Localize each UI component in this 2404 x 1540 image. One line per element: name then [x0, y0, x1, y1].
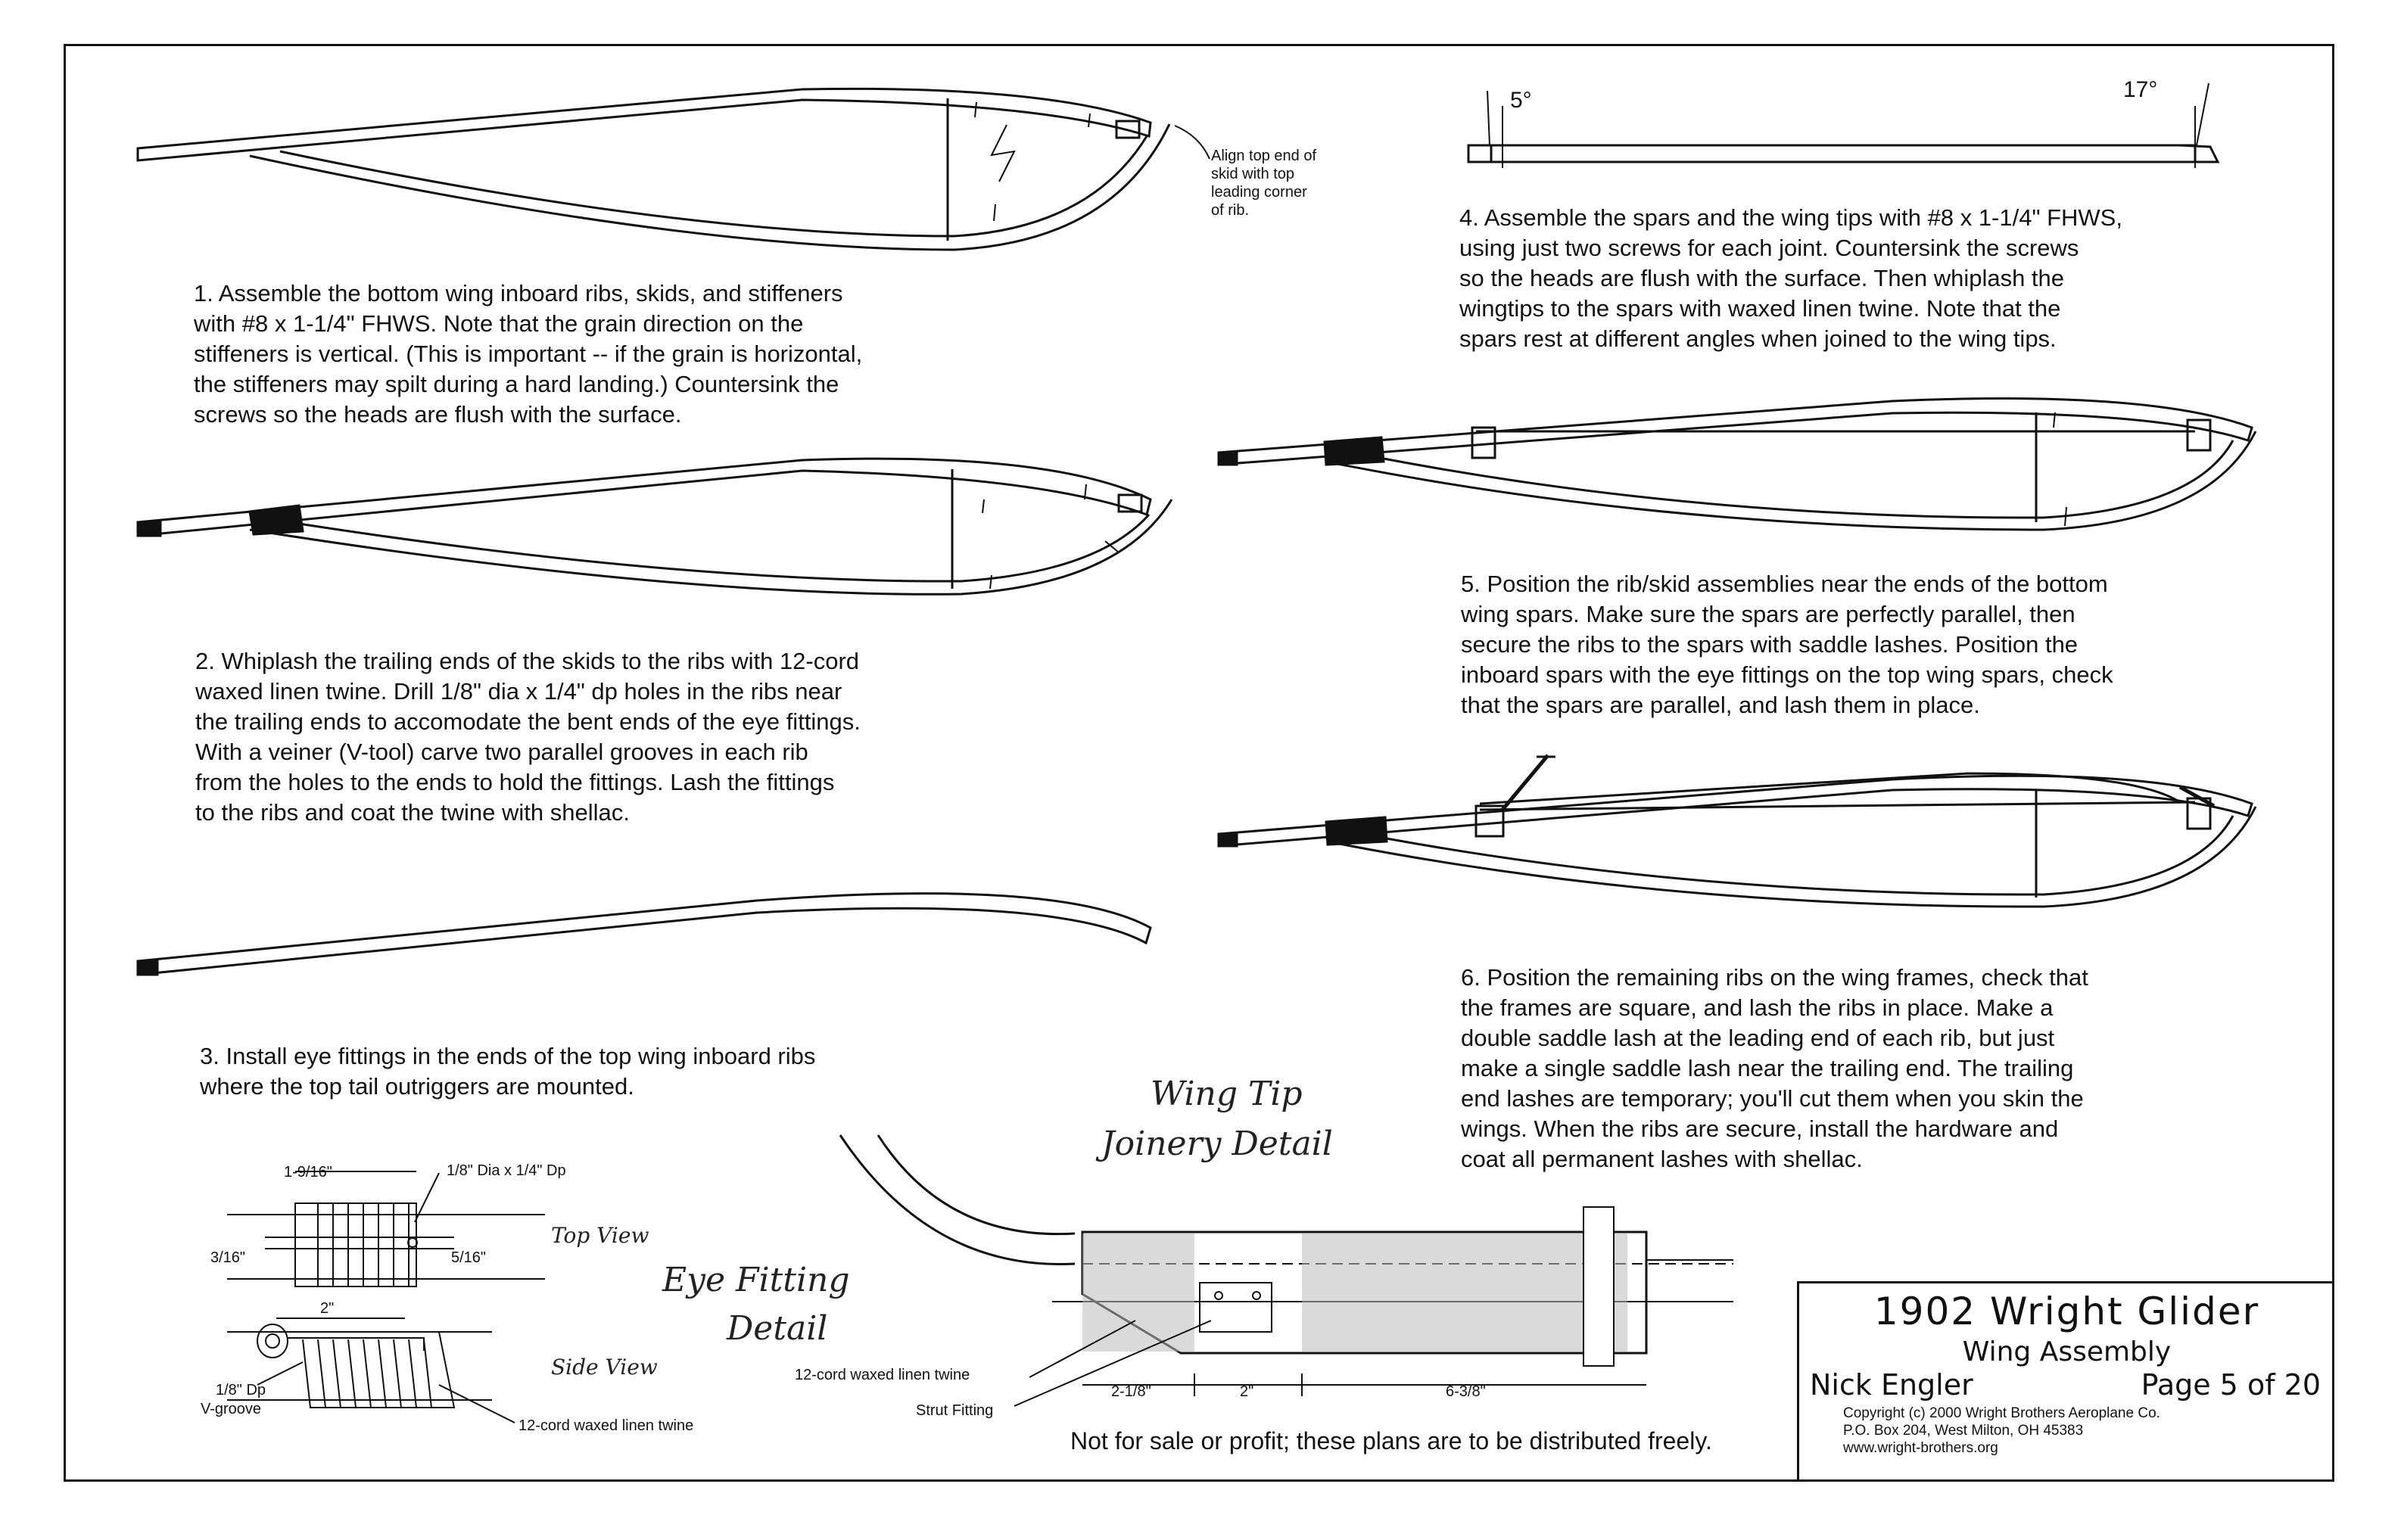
plan-subtitle: Wing Assembly	[1962, 1336, 2172, 1367]
wingtip-twine-label: 12-cord waxed linen twine	[795, 1367, 970, 1383]
eye-fitting-detail	[227, 1171, 545, 1423]
wing-frame-figure-6	[1219, 755, 2256, 907]
rib-figure-3	[138, 894, 1151, 975]
wing-frame-figure-5	[1219, 399, 2256, 530]
eye-detail-title-1: Eye Fitting	[662, 1261, 850, 1299]
wingtip-dim-c: 6-3/8"	[1446, 1383, 1486, 1400]
eye-dim-hole: 1/8" Dia x 1/4" Dp	[447, 1162, 566, 1179]
step-3-text: 3. Install eye fittings in the ends of the top wing inboard ribs where the top tail outriggers are mounted.	[200, 1043, 816, 1100]
copyright-block: Copyright (c) 2000 Wright Brothers Aeroplane Co. P.O. Box 204, West Milton, OH 45383 www.wright-brothers.org	[1843, 1405, 2160, 1456]
eye-dim-left: 3/16"	[210, 1249, 246, 1266]
spar-figure-4	[1468, 83, 2218, 168]
align-skid-note: Align top end of skid with top leading corner of rib.	[1211, 148, 1316, 219]
eye-twine-label: 12-cord waxed linen twine	[518, 1417, 694, 1434]
angle-label-left: 5°	[1510, 88, 1532, 113]
step-1-text: 1. Assemble the bottom wing inboard ribs, skids, and stiffeners with #8 x 1-1/4" FHWS. Note that the grain direction on the stiffeners is vertical. (This is important -- if the grain is horizontal, the stiffeners may spilt during a hard landing.) Countersink the screws so the heads are flush with the surface.	[194, 280, 863, 428]
wingtip-dim-b: 2"	[1240, 1383, 1254, 1400]
wingtip-detail-title-2: Joinery Detail	[1101, 1125, 1333, 1163]
plan-author: Nick Engler	[1810, 1368, 1973, 1402]
title-block	[1797, 1281, 2334, 1482]
plan-title: 1902 Wright Glider	[1873, 1290, 2260, 1333]
eye-detail-title-2: Detail	[727, 1309, 828, 1348]
eye-groove-line2: V-groove	[201, 1401, 262, 1417]
step-4-text: 4. Assemble the spars and the wing tips with #8 x 1-1/4" FHWS, using just two screws for each joint. Countersink the screws so the heads are flush with the surface. Then whiplash the wingtips to the spars with waxed linen twine. Note that the spars rest at different angles when joined to the wing tips.	[1459, 204, 2122, 352]
wingtip-detail-title-1: Wing Tip	[1151, 1075, 1303, 1113]
wingtip-strut-label: Strut Fitting	[916, 1402, 994, 1419]
rib-assembly-figure-1	[138, 89, 1210, 250]
wingtip-dim-a: 2-1/8"	[1111, 1383, 1151, 1400]
step-2-text: 2. Whiplash the trailing ends of the skids to the ribs with 12-cord waxed linen twine. Drill 1/8" dia x 1/4" dp holes in the ribs near the trailing ends to accomodate the bent ends of the eye fittings. With a veiner (V-tool) carve two parallel grooves in each rib from the holes to the ends to hold the fittings. Lash the fittings to the ribs and coat the twine with shellac.	[195, 648, 861, 826]
wing-tip-joinery-detail	[840, 1135, 1733, 1406]
eye-dim-right: 5/16"	[451, 1249, 487, 1266]
page-number: Page 5 of 20	[2141, 1368, 2321, 1402]
eye-dim-two: 2"	[320, 1300, 335, 1317]
distribution-notice: Not for sale or profit; these plans are to be distributed freely.	[1070, 1427, 1712, 1454]
eye-side-view-label: Side View	[551, 1355, 658, 1380]
eye-groove-line1: 1/8" Dp	[216, 1382, 266, 1398]
angle-label-right: 17°	[2123, 77, 2158, 102]
rib-assembly-figure-2	[138, 459, 1172, 594]
eye-dim-width: 1-9/16"	[284, 1164, 332, 1181]
step-5-text: 5. Position the rib/skid assemblies near the ends of the bottom wing spars. Make sure the spars are perfectly parallel, then secure the ribs to the spars with saddle lashes. Position the inboard spars with the eye fittings on the top wing spars, check that the spars are parallel, and lash them in place.	[1461, 571, 2113, 718]
step-6-text: 6. Position the remaining ribs on the wing frames, check that the frames are square, and lash the ribs in place. Make a double saddle lash at the leading end of each rib, but just make a single saddle lash near the trailing end. The trailing end lashes are temporary; you'll cut them when you skin the wings. When the ribs are secure, install the hardware and coat all permanent lashes with shellac.	[1461, 964, 2088, 1172]
eye-top-view-label: Top View	[551, 1223, 649, 1248]
